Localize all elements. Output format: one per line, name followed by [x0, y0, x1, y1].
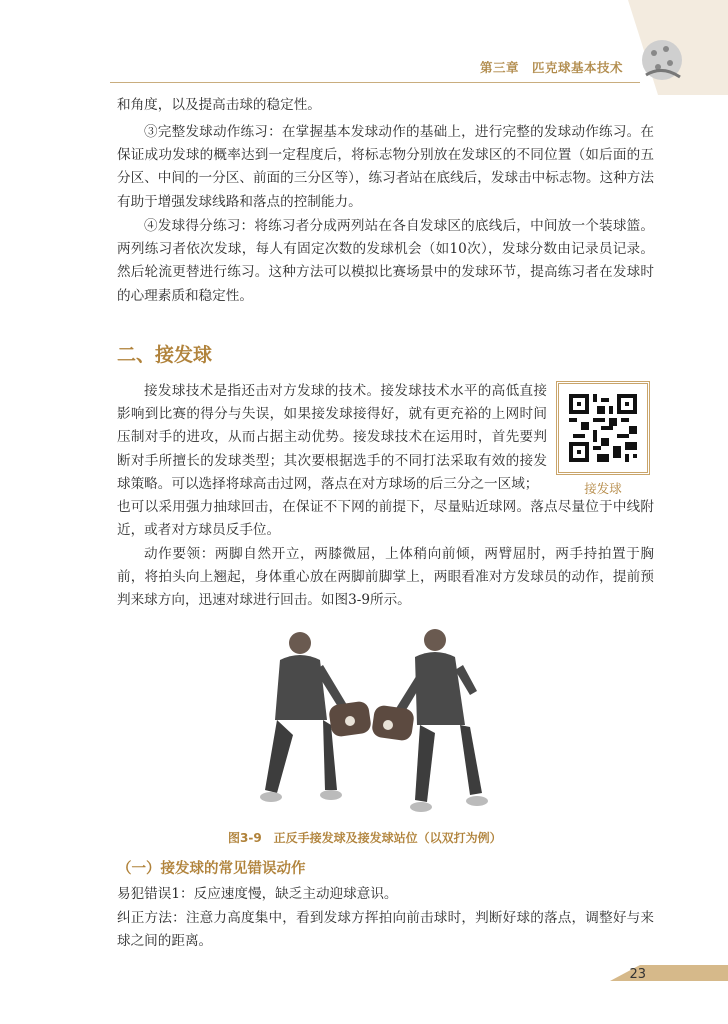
paddle-right: [371, 704, 415, 741]
footer-bar: [640, 965, 728, 981]
paragraph-4b: 也可以采用强力抽球回击，在保证不下网的前提下，尽量贴近球网。落点尽量位于中线附近，或者对方球员反手位。: [117, 499, 654, 539]
paragraph-7: 纠正方法：注意力高度集中，看到发球方挥拍向前击球时，判断好球的落点，调整好与来球之间的距离。: [117, 910, 654, 950]
paragraph-2: ③完整发球动作练习：在掌握基本发球动作的基础上，进行完整的发球动作练习。在保证成功发球的概率达到一定程度后，将标志物分别放在发球区的不同位置（如后面的五分区、中间的一分区、前面的三分区等），练习者站在底线后，发球击中标志物。这种方法有助于增强发球线路和落点的控制能力。: [117, 124, 654, 210]
paragraph-5: 动作要领：两脚自然开立，两膝微屈，上体稍向前倾，两臂屈肘，两手持拍置于胸前，将拍头向上翘起，身体重心放在两脚前脚掌上，两眼看准对方发球员的动作，提前预判来球方向，迅速对球进行回击。如图3-9所示。: [117, 546, 654, 609]
pickleball-photo-icon: [640, 35, 684, 85]
receive-serve-photo: [255, 625, 505, 825]
header-rule: [110, 82, 640, 83]
section-title: 二、接发球: [117, 344, 213, 366]
qr-caption: 接发球: [584, 481, 622, 496]
qr-code[interactable]: [556, 381, 650, 475]
figure-caption: 图3-9 正反手接发球及接发球站位（以双打为例）: [228, 831, 502, 845]
paragraph-6: 易犯错误1：反应速度慢，缺乏主动迎球意识。: [117, 886, 398, 902]
paragraph-1: 和角度，以及提高击球的稳定性。: [117, 97, 321, 113]
paragraph-4a: 接发球技术是指还击对方发球的技术。接发球技术水平的高低直接影响到比赛的得分与失误，如果接发球接得好，就有更充裕的上网时间压制对手的进攻，从而占据主动优势。接发球技术在运用时，首先要判断对手所擅长的发球类型；其次要根据选手的不同打法采取有效的接发球策略。可以选择将球高击过网，落点在对方球场的后三分之一区域；: [117, 383, 547, 492]
paragraph-3: ④发球得分练习：将练习者分成两列站在各自发球区的底线后，中间放一个装球篮。两列练习者依次发球，每人有固定次数的发球机会（如10次），发球分数由记录员记录。然后轮流更替进行练习。这种方法可以模拟比赛场景中的发球环节，提高练习者在发球时 的心理素质和稳定性。: [117, 218, 654, 304]
page-number: 23: [629, 967, 646, 982]
paddle-left: [328, 700, 372, 737]
qr-code-icon: [569, 394, 637, 462]
chapter-header: 第三章 匹克球基本技术: [480, 60, 624, 75]
subsection-title: （一）接发球的常见错误动作: [117, 861, 306, 877]
